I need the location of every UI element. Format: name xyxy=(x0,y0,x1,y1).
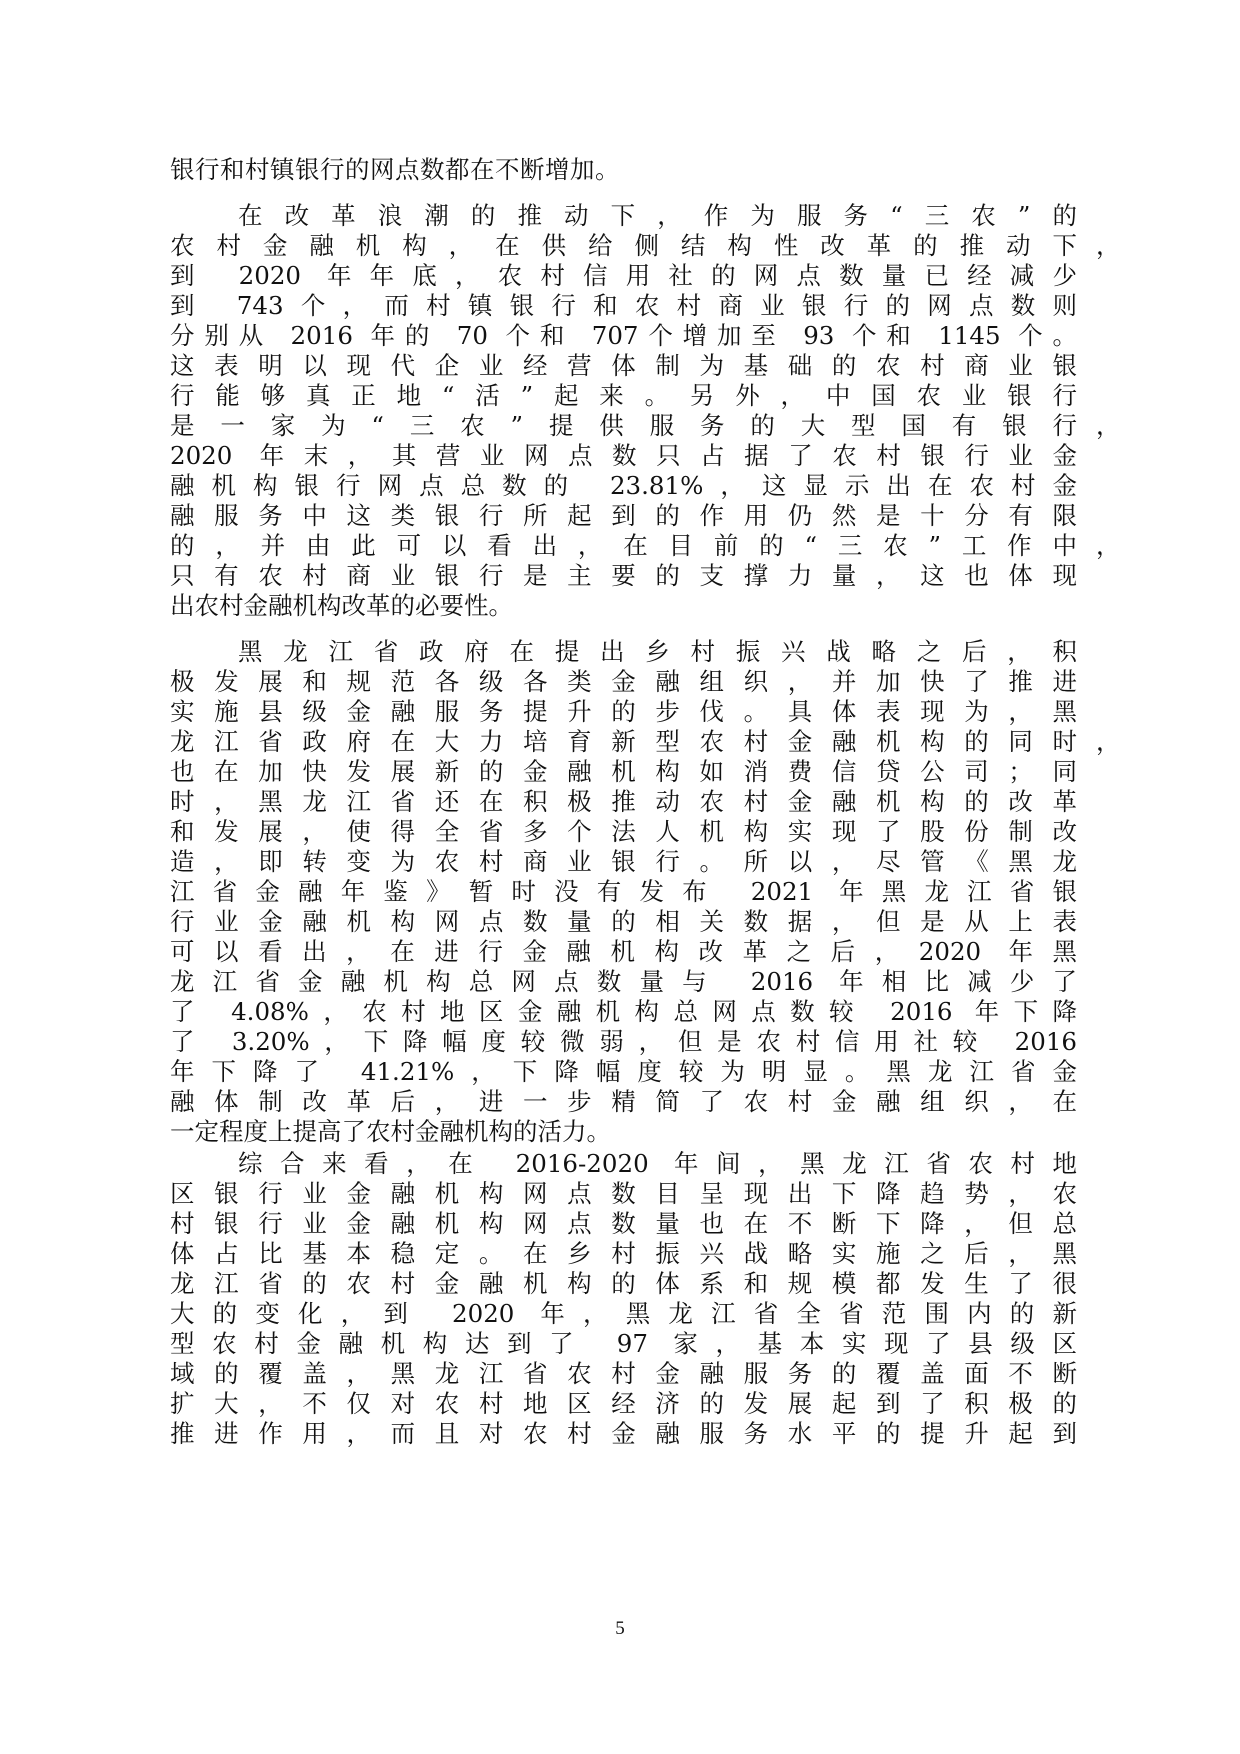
paragraph-line: 体占比基本稳定。在乡村振兴战略实施之后，黑 xyxy=(170,1239,1077,1268)
paragraph-line: 了 3.20%，下降幅度较微弱，但是农村信用社较 2016 xyxy=(170,1027,1077,1056)
paragraph-line: 融体制改革后，进一步精简了农村金融组织，在 xyxy=(170,1087,1077,1116)
paragraph-line: 融服务中这类银行所起到的作用仍然是十分有限 xyxy=(170,501,1077,530)
paragraph-line: 黑龙江省政府在提出乡村振兴战略之后，积 xyxy=(238,637,1077,666)
paragraph-line: 域的覆盖，黑龙江省农村金融服务的覆盖面不断 xyxy=(170,1359,1077,1388)
paragraph-line: 龙江省的农村金融机构的体系和规模都发生了很 xyxy=(170,1269,1077,1298)
paragraph-line: 只有农村商业银行是主要的支撑力量，这也体现 xyxy=(170,561,1077,590)
paragraph-line: 年下降了 41.21%，下降幅度较为明显。黑龙江省金 xyxy=(170,1057,1077,1086)
paragraph-line: 时，黑龙江省还在积极推动农村金融机构的改革 xyxy=(170,787,1077,816)
paragraph-line: 村银行业金融机构网点数量也在不断下降，但总 xyxy=(170,1209,1077,1238)
paragraph-line: 极发展和规范各级各类金融组织，并加快了推进 xyxy=(170,667,1077,696)
hanging-comma: ， xyxy=(1096,231,1121,260)
paragraph-line: 农村金融机构，在供给侧结构性改革的推动下 xyxy=(170,231,1077,260)
paragraph-line: 龙江省政府在大力培育新型农村金融机构的同时 xyxy=(170,727,1077,756)
paragraph-line: 行业金融机构网点数量的相关数据，但是从上表 xyxy=(170,907,1077,936)
paragraph-line: 到 743个，而村镇银行和农村商业银行的网点数则 xyxy=(170,291,1077,320)
paragraph-line: 也在加快发展新的金融机构如消费信贷公司；同 xyxy=(170,757,1077,786)
paragraph-line: 行能够真正地“活”起来。另外，中国农业银行 xyxy=(170,381,1077,410)
hanging-comma: ， xyxy=(1096,531,1121,560)
paragraph-line: 大的变化，到 2020 年，黑龙江省全省范围内的新 xyxy=(170,1299,1077,1328)
paragraph-line: 是一家为“三农”提供服务的大型国有银行 xyxy=(170,411,1077,440)
paragraph-line: 龙江省金融机构总网点数量与 2016 年相比减少了 xyxy=(170,967,1077,996)
paragraph-line: 江省金融年鉴》暂时没有发布 2021 年黑龙江省银 xyxy=(170,877,1077,906)
paragraph-line: 综合来看，在 2016-2020 年间，黑龙江省农村地 xyxy=(238,1149,1077,1178)
paragraph-line: 和发展，使得全省多个法人机构实现了股份制改 xyxy=(170,817,1077,846)
paragraph-line: 造，即转变为农村商业银行。所以，尽管《黑龙 xyxy=(170,847,1077,876)
paragraph-line: 这表明以现代企业经营体制为基础的农村商业银 xyxy=(170,351,1077,380)
paragraph-line: 区银行业金融机构网点数目呈现出下降趋势，农 xyxy=(170,1179,1077,1208)
paragraph-line: 可以看出，在进行金融机构改革之后，2020 年黑 xyxy=(170,937,1077,966)
paragraph-line: 分别从 2016 年的 70 个和 707个增加至 93 个和 1145 个。 xyxy=(170,321,1077,350)
paragraph-line: 出农村金融机构改革的必要性。 xyxy=(170,591,513,620)
paragraph-line: 在改革浪潮的推动下，作为服务“三农”的 xyxy=(238,201,1077,230)
paragraph-line: 的，并由此可以看出，在目前的“三农”工作中 xyxy=(170,531,1077,560)
paragraph-line: 一定程度上提高了农村金融机构的活力。 xyxy=(170,1117,611,1146)
paragraph-line: 推进作用，而且对农村金融服务水平的提升起到 xyxy=(170,1419,1077,1448)
paragraph-line: 银行和村镇银行的网点数都在不断增加。 xyxy=(170,155,620,184)
paragraph-line: 型农村金融机构达到了 97 家，基本实现了县级区 xyxy=(170,1329,1077,1358)
paragraph-line: 到 2020 年年底，农村信用社的网点数量已经减少 xyxy=(170,261,1077,290)
paragraph-line: 融机构银行网点总数的 23.81%，这显示出在农村金 xyxy=(170,471,1077,500)
paragraph-line: 扩大，不仅对农村地区经济的发展起到了积极的 xyxy=(170,1389,1077,1418)
hanging-comma: ， xyxy=(1096,727,1121,756)
paragraph-line: 2020 年末，其营业网点数只占据了农村银行业金 xyxy=(170,441,1077,470)
hanging-comma: ， xyxy=(1096,411,1121,440)
page-number: 5 xyxy=(615,1618,625,1639)
paragraph-line: 实施县级金融服务提升的步伐。具体表现为，黑 xyxy=(170,697,1077,726)
paragraph-line: 了 4.08%，农村地区金融机构总网点数较 2016 年下降 xyxy=(170,997,1077,1026)
